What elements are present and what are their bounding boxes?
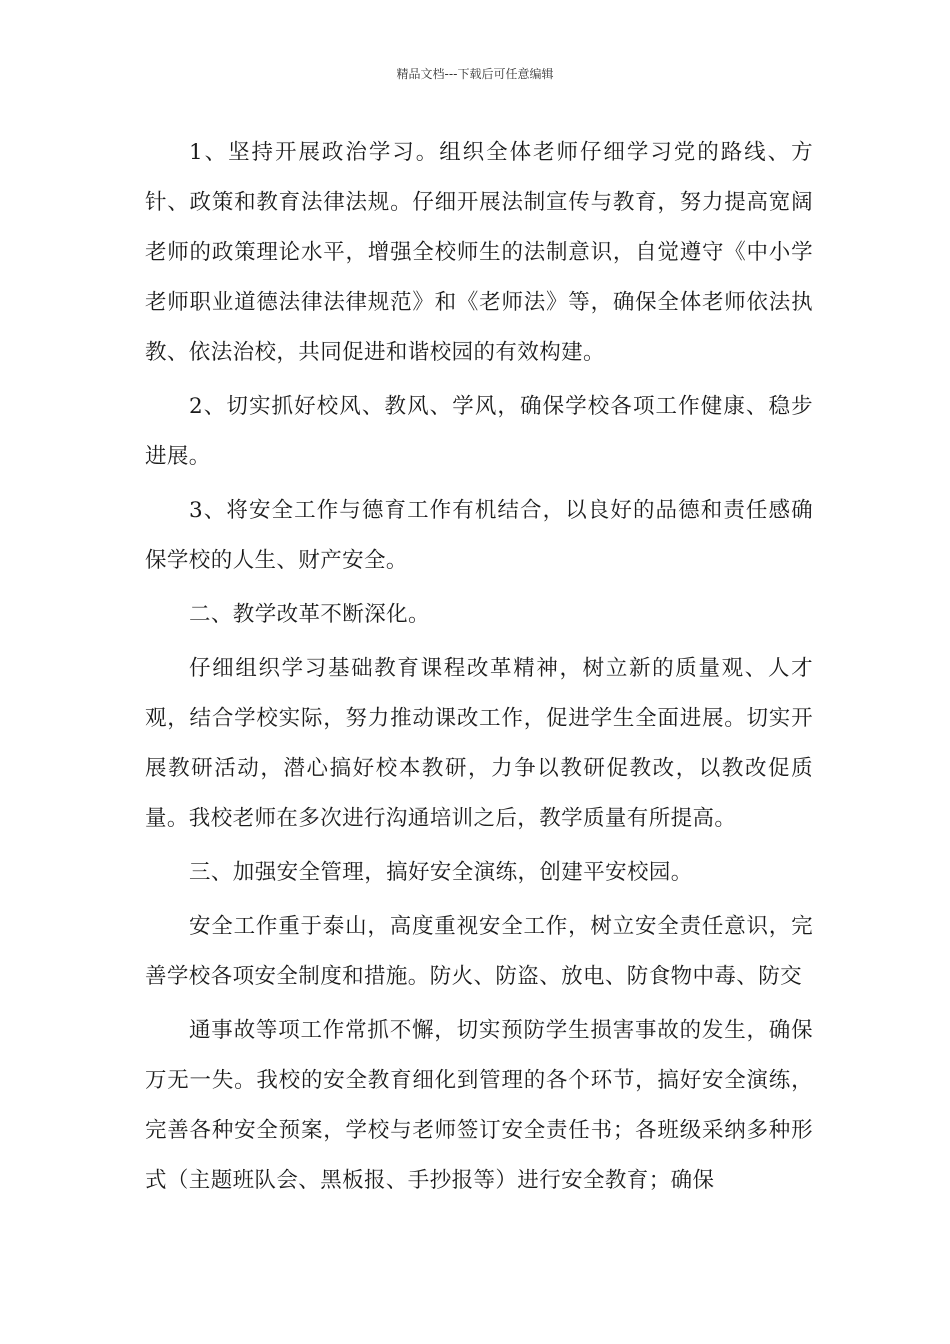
section-heading-safety-management: 三、加强安全管理，搞好安全演练，创建平安校园。 [189,860,693,885]
section-heading-teaching-reform: 二、教学改革不断深化。 [189,602,430,627]
paragraph-safety-work: 安全工作重于泰山，高度重视安全工作，树立安全责任意识，完善学校各项安全制度和措施。防火、防盗、放电、防食物中毒、防交 [145,914,813,989]
paragraph-school-style: 2、切实抓好校风、教风、学风，确保学校各项工作健康、稳步进展。 [145,394,813,469]
paragraph-curriculum-reform: 仔细组织学习基础教育课程改革精神，树立新的质量观、人才观，结合学校实际，努力推动课改工作，促进学生全面进展。切实开展教研活动，潜心搞好校本教研，力争以教研促教改，以教改促质量。我校老师在多次进行沟通培训之后，教学质量有所提高。 [145,656,813,831]
paragraph-accident-prevention: 通事故等项工作常抓不懈，切实预防学生损害事故的发生，确保万无一失。我校的安全教育细化到管理的各个环节，搞好安全演练，完善各种安全预案，学校与老师签订安全责任书；各班级采纳多种形式（主题班队会、黑板报、手抄报等）进行安全教育；确保 [145,1018,813,1193]
paragraph-safety-moral: 3、将安全工作与德育工作有机结合，以良好的品德和责任感确保学校的人生、财产安全。 [145,498,813,573]
paragraph-political-study: 1、坚持开展政治学习。组织全体老师仔细学习党的路线、方针、政策和教育法律法规。仔细开展法制宣传与教育，努力提高宽阔老师的政策理论水平，增强全校师生的法制意识，自觉遵守《中小学老师职业道德法律法律规范》和《老师法》等，确保全体老师依法执教、依法治校，共同促进和谐校园的有效构建。 [145,140,813,365]
document-body [145,128,813,1210]
page-header: 精品文档---下载后可任意编辑 [396,67,554,81]
